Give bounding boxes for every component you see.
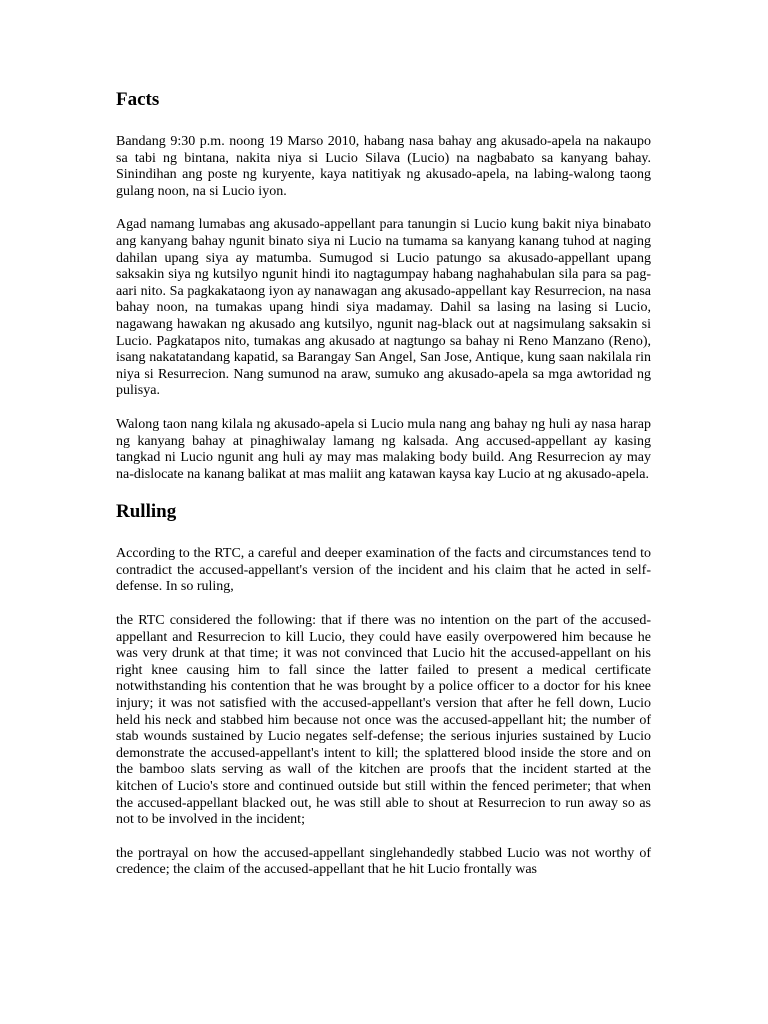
facts-paragraph-2: Agad namang lumabas ang akusado-appellant para tanungin si Lucio kung bakit niya binabato ang kanyang bahay ngunit binato siya ni Lucio na tumama sa kanyang kanang tuhod at naging dahilan upang siya ay matumba. Sumugod si Lucio patungo sa akusado-appellant upang saksakin siya ng kutsilyo ngunit hindi ito nagtagumpay habang naghahabulan sila para sa pag-aari nito. Sa pagkakataong iyon ay nanawagan ang akusado-appellant kay Resurrecion, na nasa bahay noon, na tumakas upang hindi siya madamay. Dahil sa lasing na lasing si Lucio, nagawang hawakan ng akusado ang kutsilyo, ngunit nag-black out at nagsimulang saksakin si Lucio. Pagkatapos nito, tumakas ang akusado at nagtungo sa bahay ni Reno Manzano (Reno), isang nakatatandang kapatid, sa Barangay San Angel, San Jose, Antique, kung saan nakilala rin niya si Resurrecion. Nang sumunod na araw, sumuko ang akusado-apela sa mga awtoridad ng pulisya.: [116, 217, 651, 399]
document-page: [116, 88, 651, 896]
rulling-paragraph-2: the RTC considered the following: that if there was no intention on the part of the accused-appellant and Resurrecion to kill Lucio, they could have easily overpowered him because he was very drunk at that time; it was not convinced that Lucio hit the accused-appellant on his right knee causing him to fall since the latter failed to present a medical certificate notwithstanding his contention that he was brought by a police officer to a doctor for his knee injury; it was not satisfied with the accused-appellant's version that after he fell down, Lucio held his neck and stabbed him because not once was the accused-appellant hit; the number of stab wounds sustained by Lucio negates self-defense; the serious injuries sustained by Lucio demonstrate the accused-appellant's intent to kill; the splattered blood inside the store and on the bamboo slats serving as wall of the kitchen are proofs that the incident started at the kitchen of Lucio's store and continued outside but still within the fenced perimeter; that when the accused-appellant blacked out, he was still able to shout at Resurrecion to run away so as not to be involved in the incident;: [116, 613, 651, 828]
facts-heading: Facts: [116, 89, 160, 110]
rulling-paragraph-3: the portrayal on how the accused-appellant singlehandedly stabbed Lucio was not worthy of credence; the claim of the accused-appellant that he hit Lucio frontally was: [116, 845, 651, 878]
rulling-heading: Rulling: [116, 501, 177, 523]
facts-paragraph-3: Walong taon nang kilala ng akusado-apela si Lucio mula nang ang bahay ng huli ay nasa harap ng kanyang bahay at pinaghiwalay lamang ng kalsada. Ang accused-appellant ay kasing tangkad ni Lucio ngunit ang huli ay may mas malaking body build. Ang Resurrecion ay may na-dislocate na kanang balikat at mas maliit ang katawan kaysa kay Lucio at ng akusado-apela.: [116, 416, 651, 482]
facts-paragraph-1: Bandang 9:30 p.m. noong 19 Marso 2010, habang nasa bahay ang akusado-apela na nakaupo sa tabi ng bintana, nakita niya si Lucio Silava (Lucio) na nagbabato sa kanyang bahay. Sinindihan ang poste ng kuryente, kaya natitiyak ng akusado-apela, na labing-walong taong gulang noon, na si Lucio iyon.: [116, 134, 651, 199]
rulling-paragraph-1: According to the RTC, a careful and deeper examination of the facts and circumstances tend to contradict the accused-appellant's version of the incident and his claim that he acted in self-defense. In so ruling,: [116, 546, 651, 595]
